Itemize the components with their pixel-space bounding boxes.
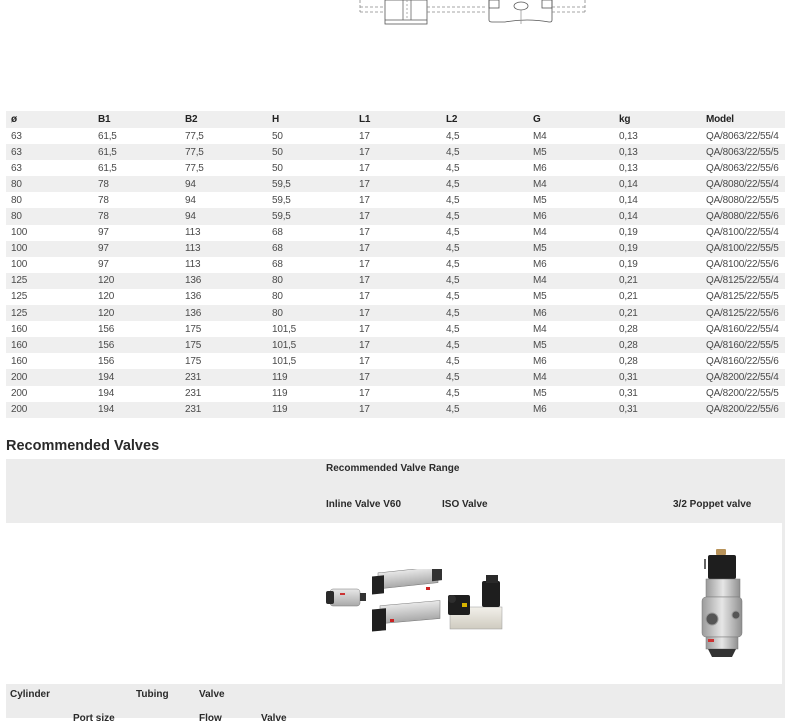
table-cell: M4 [528,369,614,385]
table-cell: 156 [93,321,180,337]
table-cell: 50 [267,128,354,144]
table-cell: 17 [354,160,441,176]
table-cell: 50 [267,160,354,176]
table-cell: 94 [180,176,267,192]
table-cell: 94 [180,192,267,208]
table-cell: 80 [6,208,93,224]
table-cell: 77,5 [180,144,267,160]
table-cell: QA/8080/22/55/5 [701,192,785,208]
table-cell: M6 [528,208,614,224]
table-cell: 231 [180,386,267,402]
table-cell: 100 [6,257,93,273]
table-row [6,321,785,337]
table-cell: 4,5 [441,369,528,385]
table-cell: QA/8080/22/55/4 [701,176,785,192]
table-row [6,273,785,289]
table-cell: 194 [93,386,180,402]
table-cell: 120 [93,289,180,305]
table-cell: M4 [528,128,614,144]
table-cell: 17 [354,305,441,321]
table-cell: 63 [6,144,93,160]
table-cell: 160 [6,353,93,369]
table-cell: QA/8160/22/55/4 [701,321,785,337]
table-cell: 61,5 [93,160,180,176]
table-cell: 4,5 [441,289,528,305]
table-cell: 0,31 [614,369,701,385]
table-cell: 119 [267,369,354,385]
table-cell: 50 [267,144,354,160]
compatibility-table-header [6,684,785,724]
table-row [6,208,785,224]
table-cell: QA/8063/22/55/4 [701,128,785,144]
table-cell: QA/8125/22/55/6 [701,305,785,321]
table-cell: QA/8125/22/55/5 [701,289,785,305]
table-row [6,241,785,257]
table-row [6,289,785,305]
table-cell: 17 [354,144,441,160]
table-cell: M6 [528,257,614,273]
table-cell: 0,19 [614,257,701,273]
table-cell: 0,31 [614,386,701,402]
table-cell: 0,28 [614,337,701,353]
header-valve: Valve [199,689,225,700]
table-cell: 101,5 [267,353,354,369]
table-cell: 4,5 [441,337,528,353]
dimensions-table [6,111,785,418]
table-cell: 59,5 [267,176,354,192]
table-cell: M6 [528,305,614,321]
table-cell: M5 [528,337,614,353]
table-cell: 0,21 [614,289,701,305]
table-cell: 120 [93,273,180,289]
table-cell: 59,5 [267,192,354,208]
header-cylinder: Cylinder [10,689,51,700]
table-cell: 78 [93,192,180,208]
table-cell: M5 [528,386,614,402]
table-row [6,225,785,241]
table-cell: QA/8100/22/55/4 [701,225,785,241]
table-cell: 4,5 [441,144,528,160]
table-row [6,305,785,321]
table-cell: QA/8063/22/55/5 [701,144,785,160]
table-cell: 175 [180,321,267,337]
table-cell: 17 [354,257,441,273]
table-cell: 80 [267,289,354,305]
table-cell: 160 [6,321,93,337]
table-cell: QA/8080/22/55/6 [701,208,785,224]
table-cell: 101,5 [267,321,354,337]
table-cell: QA/8125/22/55/4 [701,273,785,289]
table-cell: 17 [354,128,441,144]
table-cell: 231 [180,402,267,418]
table-cell: QA/8100/22/55/6 [701,257,785,273]
table-cell: 61,5 [93,144,180,160]
table-cell: 4,5 [441,241,528,257]
table-cell: M4 [528,176,614,192]
poppet-valve-image-icon[interactable] [700,547,744,662]
table-row [6,386,785,402]
table-cell: 80 [267,273,354,289]
table-row [6,369,785,385]
table-cell: 113 [180,225,267,241]
recommended-valves-panel [6,459,785,724]
column-iso-valve: ISO Valve [442,499,488,510]
column-header: ø [6,111,93,128]
table-row [6,353,785,369]
table-cell: M4 [528,273,614,289]
table-header-row [6,111,785,128]
table-cell: 156 [93,353,180,369]
section-title-recommended-valves: Recommended Valves [6,438,160,454]
table-cell: 136 [180,289,267,305]
table-cell: M4 [528,225,614,241]
table-cell: 17 [354,192,441,208]
table-cell: 97 [93,225,180,241]
table-cell: 4,5 [441,273,528,289]
column-header: Model [701,111,785,128]
table-cell: 136 [180,273,267,289]
table-cell: 4,5 [441,225,528,241]
subheader-flow: Flow [199,713,222,724]
table-cell: 4,5 [441,402,528,418]
table-cell: M5 [528,241,614,257]
table-cell: 77,5 [180,160,267,176]
table-cell: 4,5 [441,257,528,273]
valve-range-label: Recommended Valve Range [326,463,460,474]
table-cell: 101,5 [267,337,354,353]
table-cell: 200 [6,386,93,402]
table-cell: 63 [6,160,93,176]
table-cell: 97 [93,241,180,257]
column-header: H [267,111,354,128]
table-cell: 0,21 [614,305,701,321]
table-cell: M6 [528,160,614,176]
table-cell: 17 [354,321,441,337]
table-cell: M5 [528,289,614,305]
table-cell: M6 [528,402,614,418]
table-cell: 4,5 [441,176,528,192]
table-cell: 100 [6,225,93,241]
technical-drawing-icon [355,0,595,30]
table-cell: 125 [6,273,93,289]
table-cell: QA/8063/22/55/6 [701,160,785,176]
table-cell: 0,13 [614,144,701,160]
table-cell: 200 [6,402,93,418]
table-cell: 0,28 [614,321,701,337]
table-cell: 17 [354,273,441,289]
table-cell: 160 [6,337,93,353]
table-cell: 80 [6,192,93,208]
table-row [6,337,785,353]
column-header: L2 [441,111,528,128]
table-cell: 4,5 [441,321,528,337]
table-cell: 4,5 [441,128,528,144]
table-cell: 4,5 [441,192,528,208]
table-cell: 194 [93,369,180,385]
table-cell: 113 [180,257,267,273]
table-cell: QA/8200/22/55/6 [701,402,785,418]
table-cell: 17 [354,176,441,192]
table-cell: 17 [354,225,441,241]
table-cell: 17 [354,353,441,369]
table-cell: 0,19 [614,225,701,241]
table-cell: QA/8200/22/55/4 [701,369,785,385]
table-row [6,257,785,273]
table-cell: 0,31 [614,402,701,418]
table-cell: 175 [180,353,267,369]
table-cell: 4,5 [441,208,528,224]
table-cell: 17 [354,386,441,402]
subheader-valve: Valve [261,713,287,724]
table-cell: QA/8160/22/55/6 [701,353,785,369]
table-cell: 200 [6,369,93,385]
table-row [6,144,785,160]
table-cell: 68 [267,225,354,241]
table-cell: M5 [528,192,614,208]
table-cell: 136 [180,305,267,321]
table-cell: 17 [354,337,441,353]
table-cell: 4,5 [441,305,528,321]
table-cell: 97 [93,257,180,273]
table-cell: 78 [93,176,180,192]
table-cell: 0,28 [614,353,701,369]
column-inline-valve-v60: Inline Valve V60 [326,499,402,510]
table-cell: 59,5 [267,208,354,224]
table-cell: 80 [6,176,93,192]
table-cell: 0,13 [614,160,701,176]
table-row [6,160,785,176]
header-tubing: Tubing [136,689,169,700]
table-cell: 125 [6,305,93,321]
table-cell: 120 [93,305,180,321]
table-cell: QA/8100/22/55/5 [701,241,785,257]
table-cell: 4,5 [441,353,528,369]
table-cell: 119 [267,386,354,402]
table-cell: 0,14 [614,192,701,208]
table-cell: 194 [93,402,180,418]
table-cell: 17 [354,208,441,224]
table-row [6,128,785,144]
table-cell: 175 [180,337,267,353]
table-cell: 156 [93,337,180,353]
table-cell: QA/8160/22/55/5 [701,337,785,353]
table-cell: 17 [354,402,441,418]
table-cell: 94 [180,208,267,224]
table-cell: 68 [267,257,354,273]
table-row [6,192,785,208]
table-cell: 0,13 [614,128,701,144]
table-cell: M4 [528,321,614,337]
table-cell: 231 [180,369,267,385]
valves-images-row [6,523,782,684]
column-poppet-valve: 3/2 Poppet valve [673,499,752,510]
table-cell: 17 [354,241,441,257]
table-cell: 119 [267,402,354,418]
table-cell: 61,5 [93,128,180,144]
table-cell: 63 [6,128,93,144]
table-cell: 0,19 [614,241,701,257]
iso-valve-image-icon[interactable] [320,569,520,639]
table-row [6,176,785,192]
column-header: B2 [180,111,267,128]
column-header: B1 [93,111,180,128]
table-cell: 100 [6,241,93,257]
table-cell: M6 [528,353,614,369]
table-cell: 68 [267,241,354,257]
table-cell: 0,14 [614,176,701,192]
valves-header [6,459,785,523]
table-cell: 0,14 [614,208,701,224]
table-cell: 125 [6,289,93,305]
table-cell: 4,5 [441,160,528,176]
table-cell: 0,21 [614,273,701,289]
table-cell: 113 [180,241,267,257]
table-cell: 17 [354,289,441,305]
column-header: G [528,111,614,128]
table-cell: 78 [93,208,180,224]
subheader-port-size: Port size [73,713,115,724]
column-header: L1 [354,111,441,128]
table-cell: 4,5 [441,386,528,402]
table-cell: M5 [528,144,614,160]
table-cell: 77,5 [180,128,267,144]
table-cell: QA/8200/22/55/5 [701,386,785,402]
table-row [6,402,785,418]
column-header: kg [614,111,701,128]
table-cell: 17 [354,369,441,385]
table-cell: 80 [267,305,354,321]
